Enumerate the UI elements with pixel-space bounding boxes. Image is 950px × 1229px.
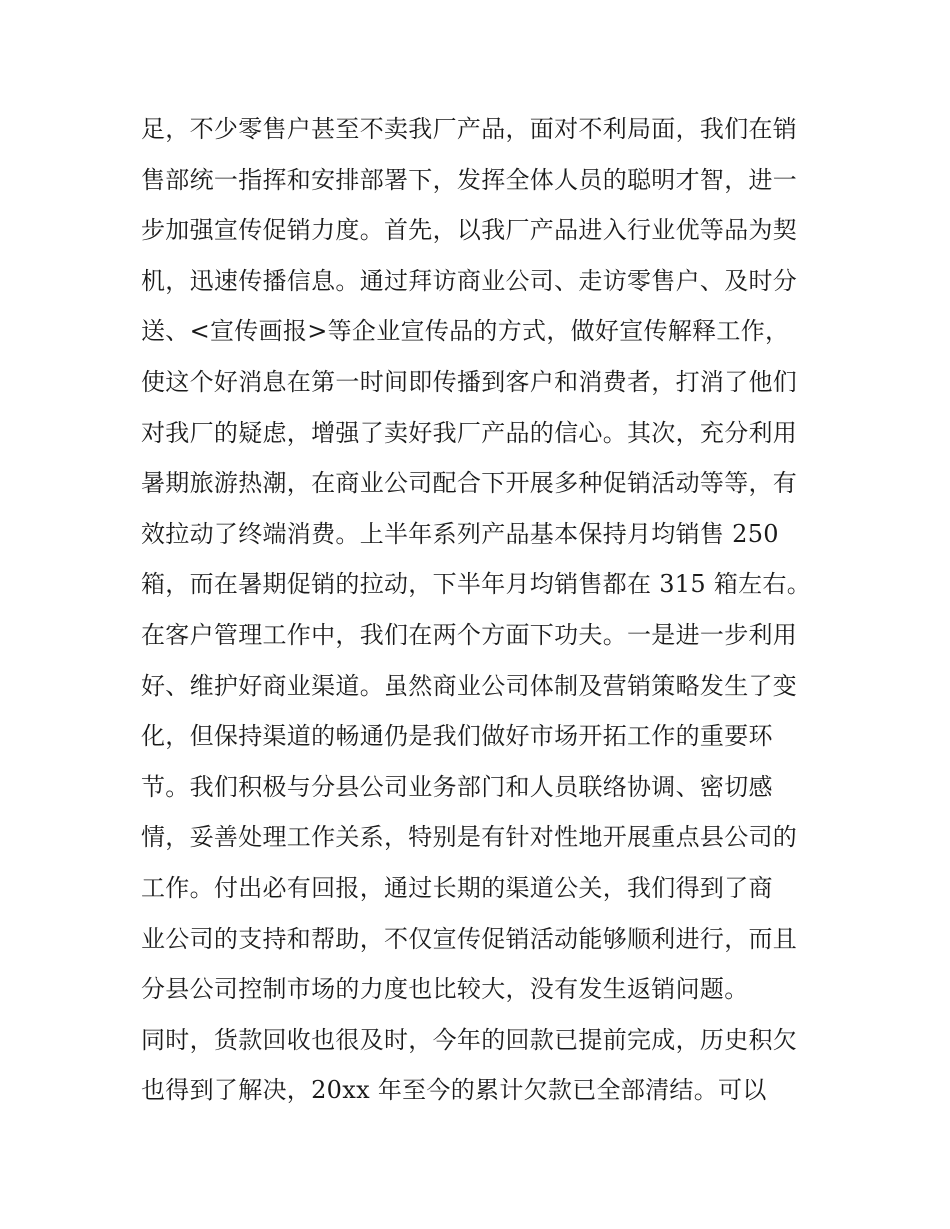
text-line-6: 使这个好消息在第一时间即传播到客户和消费者，打消了他们 xyxy=(141,367,798,396)
text-line-16: 工作。付出必有回报，通过长期的渠道公关，我们得到了商 xyxy=(141,873,773,902)
text-line-15: 情，妥善处理工作关系，特别是有针对性地开展重点县公司的 xyxy=(141,823,798,852)
body-text xyxy=(141,104,821,1116)
text-line-10: 箱，而在暑期促销的拉动，下半年月均销售都在 315 箱左右。 xyxy=(141,570,812,599)
text-line-20: 也得到了解决，20xx 年至今的累计欠款已全部清结。可以 xyxy=(141,1076,767,1105)
text-line-8: 暑期旅游热潮，在商业公司配合下开展多种促销活动等等，有 xyxy=(141,469,798,498)
text-line-9: 效拉动了终端消费。上半年系列产品基本保持月均销售 250 xyxy=(141,519,779,548)
text-line-7: 对我厂的疑虑，增强了卖好我厂产品的信心。其次，充分利用 xyxy=(141,418,798,447)
text-line-19: 同时，货款回收也很及时，今年的回款已提前完成，历史积欠 xyxy=(141,1025,798,1054)
text-line-12: 好、维护好商业渠道。虽然商业公司体制及营销策略发生了变 xyxy=(141,671,798,700)
text-line-1: 足，不少零售户甚至不卖我厂产品，面对不利局面，我们在销 xyxy=(141,115,798,143)
text-line-4: 机，迅速传播信息。通过拜访商业公司、走访零售户、及时分 xyxy=(141,266,798,295)
text-line-14: 节。我们积极与分县公司业务部门和人员联络协调、密切感 xyxy=(141,772,773,801)
text-line-2: 售部统一指挥和安排部署下，发挥全体人员的聪明才智，进一 xyxy=(141,165,798,194)
text-line-17: 业公司的支持和帮助，不仅宣传促销活动能够顺利进行，而且 xyxy=(141,924,798,953)
text-line-13: 化，但保持渠道的畅通仍是我们做好市场开拓工作的重要环 xyxy=(141,722,773,751)
text-line-5: 送、<宣传画报>等企业宣传品的方式，做好宣传解释工作， xyxy=(141,317,790,346)
text-line-18: 分县公司控制市场的力度也比较大，没有发生返销问题。 xyxy=(141,975,749,1004)
text-line-3: 步加强宣传促销力度。首先，以我厂产品进入行业优等品为契 xyxy=(141,216,798,245)
text-line-11: 在客户管理工作中，我们在两个方面下功夫。一是进一步利用 xyxy=(141,620,798,649)
